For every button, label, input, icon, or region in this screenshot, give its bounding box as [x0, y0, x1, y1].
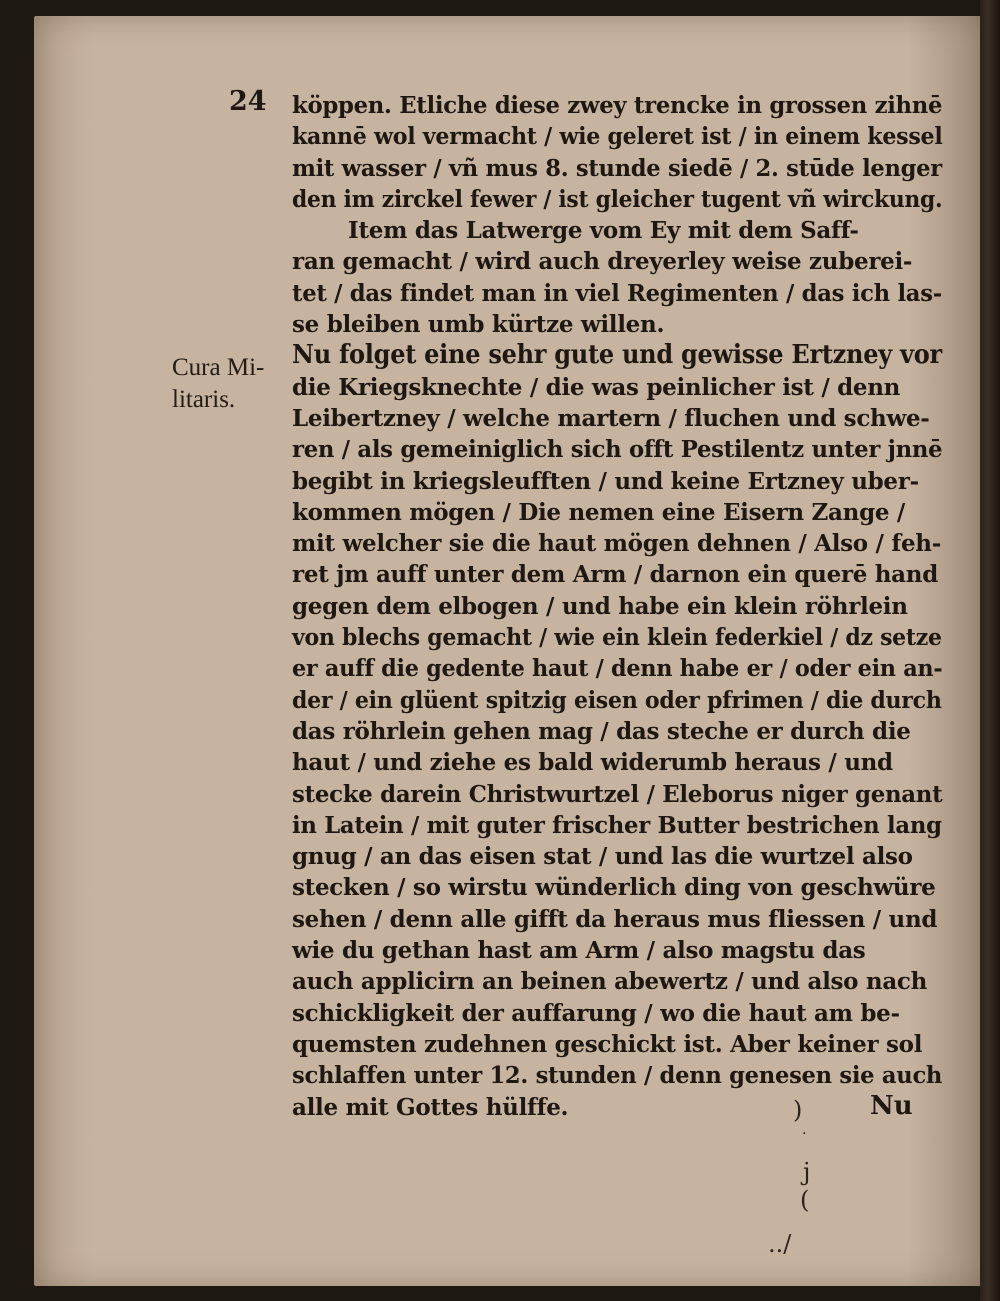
- text-line-30: schickligkeit der auffarung / wo die haut am be-: [292, 999, 900, 1027]
- text-line-25: gnug / an das eisen stat / und las die wurtzel also: [292, 843, 913, 871]
- text-line-20: der / ein glüent spitzig eisen oder pfrimen / die durch: [292, 686, 942, 714]
- text-line-16: ret jm auff unter dem Arm / darnon ein querē hand: [292, 561, 938, 589]
- text-line-29: auch applicirn an beinen abewertz / und also nach: [292, 968, 928, 996]
- text-line-31: quemsten zudehnen geschickt ist. Aber keiner sol: [292, 1030, 923, 1058]
- text-line-18: von blechs gemacht / wie ein klein federkiel / dz setze: [292, 624, 942, 652]
- text-line-22: haut / und ziehe es bald widerumb heraus / und: [292, 749, 893, 777]
- text-line-23: stecke darein Christwurtzel / Eleborus niger genant: [292, 780, 943, 808]
- ink-mark: (: [800, 1186, 810, 1214]
- text-line-24: in Latein / mit guter frischer Butter bestrichen lang: [292, 811, 942, 839]
- text-line-10: die Kriegsknechte / die was peinlicher ist / denn: [292, 373, 901, 401]
- page-number: 24: [229, 86, 267, 117]
- text-line-32: schlaffen unter 12. stunden / denn genesen sie auch: [292, 1062, 943, 1090]
- text-line-19: er auff die gedente haut / denn habe er / oder ein an-: [292, 655, 943, 683]
- text-line-12: ren / als gemeiniglich sich offt Pestilentz unter jnnē: [292, 436, 943, 464]
- text-line-11: Leibertzney / welche martern / fluchen und schwe-: [292, 404, 930, 432]
- text-line-15: mit welcher sie die haut mögen dehnen / Also / feh-: [292, 530, 941, 558]
- margin-note-line-1: Cura Mi-: [172, 354, 265, 381]
- text-line-8: se bleiben umb kürtze willen.: [292, 311, 665, 339]
- text-line-27: sehen / denn alle gifft da heraus mus fliessen / und: [292, 905, 938, 933]
- text-line-33: alle mit Gottes hülffe.: [292, 1093, 569, 1121]
- text-line-5: Item das Latwerge vom Ey mit dem Saff-: [348, 217, 859, 245]
- section-heading-line: Nu folget eine sehr gute und gewisse Ertzney vor: [292, 340, 942, 371]
- text-line-2: kannē wol vermacht / wie geleret ist / in einem kessel: [292, 123, 943, 151]
- text-line-21: das röhrlein gehen mag / das steche er durch die: [292, 717, 911, 745]
- ink-mark: ·: [802, 1126, 807, 1142]
- text-line-7: tet / das findet man in viel Regimenten / das ich las-: [292, 279, 942, 307]
- binding-edge: [980, 0, 1000, 1301]
- text-line-17: gegen dem elbogen / und habe ein klein röhrlein: [292, 592, 908, 620]
- text-line-26: stecken / so wirstu wünderlich ding von geschwüre: [292, 874, 936, 902]
- margin-note-line-2: litaris.: [172, 386, 236, 413]
- text-line-1: köppen. Etliche diese zwey trencke in grossen zihnē: [292, 92, 943, 119]
- text-line-14: kommen mögen / Die nemen eine Eisern Zange /: [292, 498, 905, 526]
- body-text: [292, 90, 942, 1123]
- ink-mark: ../: [768, 1230, 792, 1258]
- text-line-28: wie du gethan hast am Arm / also magstu das: [292, 937, 866, 965]
- text-line-4: den im zirckel fewer / ist gleicher tugent vñ wirckung.: [292, 185, 943, 213]
- text-line-13: begibt in kriegsleufften / und keine Ertzney uber-: [292, 467, 919, 495]
- text-line-3: mit wasser / vñ mus 8. stunde siedē / 2. stūde lenger: [292, 154, 942, 182]
- ink-mark: ): [793, 1096, 803, 1124]
- text-line-6: ran gemacht / wird auch dreyerley weise zuberei-: [292, 248, 913, 276]
- catchword: Nu: [870, 1091, 913, 1121]
- ink-mark: j: [803, 1158, 811, 1186]
